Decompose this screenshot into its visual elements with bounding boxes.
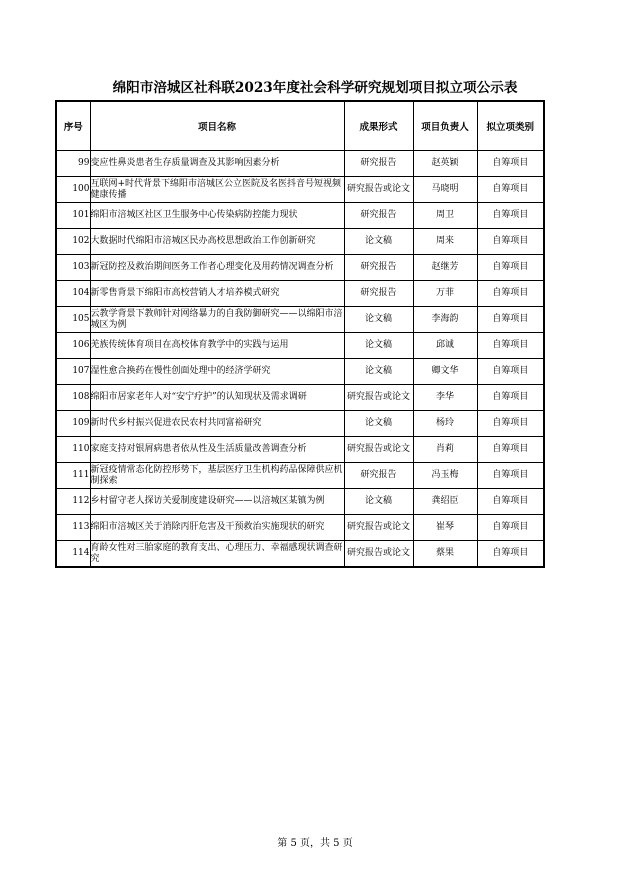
- project-category: 自筹项目: [477, 541, 544, 568]
- row-number: 101: [56, 203, 90, 229]
- output-form: 研究报告或论文: [344, 515, 413, 541]
- project-lead: 赵继芳: [413, 255, 477, 281]
- table-row: [56, 151, 544, 177]
- row-number: 104: [56, 281, 90, 307]
- row-number: 103: [56, 255, 90, 281]
- project-table: [55, 100, 545, 568]
- row-number: 108: [56, 385, 90, 411]
- table-row: [56, 515, 544, 541]
- output-form: 研究报告或论文: [344, 437, 413, 463]
- project-category: 自筹项目: [477, 437, 544, 463]
- project-name: 大数据时代绵阳市涪城区民办高校思想政治工作创新研究: [90, 229, 344, 255]
- row-number: 110: [56, 437, 90, 463]
- table-header-row: [56, 101, 544, 151]
- project-lead: 赵英颖: [413, 151, 477, 177]
- project-name: 家庭支持对银屑病患者依从性及生活质量改善调查分析: [90, 437, 344, 463]
- project-name: 绵阳市居家老年人对“安宁疗护”的认知现状及需求调研: [90, 385, 344, 411]
- project-lead: 李海韵: [413, 307, 477, 333]
- table-row: [56, 489, 544, 515]
- output-form: 研究报告: [344, 463, 413, 489]
- project-category: 自筹项目: [477, 411, 544, 437]
- table-row: [56, 281, 544, 307]
- project-lead: 杨玲: [413, 411, 477, 437]
- project-category: 自筹项目: [477, 151, 544, 177]
- table-row: [56, 541, 544, 568]
- output-form: 研究报告: [344, 151, 413, 177]
- table-row: [56, 385, 544, 411]
- project-category: 自筹项目: [477, 203, 544, 229]
- row-number: 107: [56, 359, 90, 385]
- project-category: 自筹项目: [477, 307, 544, 333]
- project-name: 变应性鼻炎患者生存质量调查及其影响因素分析: [90, 151, 344, 177]
- project-lead: 卿文华: [413, 359, 477, 385]
- table-row: [56, 177, 544, 203]
- output-form: 论文稿: [344, 333, 413, 359]
- row-number: 112: [56, 489, 90, 515]
- table-row: [56, 229, 544, 255]
- project-name: 互联网+时代背景下绵阳市涪城区公立医院及名医抖音号短视频健康传播: [90, 177, 344, 203]
- output-form: 研究报告或论文: [344, 541, 413, 568]
- project-lead: 龚绍臣: [413, 489, 477, 515]
- row-number: 106: [56, 333, 90, 359]
- project-name: 乡村留守老人探访关爱制度建设研究——以涪城区某镇为例: [90, 489, 344, 515]
- project-lead: 马晓明: [413, 177, 477, 203]
- project-lead: 万菲: [413, 281, 477, 307]
- column-header-project-name: 项目名称: [90, 101, 344, 151]
- project-lead: 冯玉梅: [413, 463, 477, 489]
- project-name: 新时代乡村振兴促进农民农村共同富裕研究: [90, 411, 344, 437]
- project-lead: 崔琴: [413, 515, 477, 541]
- project-category: 自筹项目: [477, 515, 544, 541]
- page-footer: 第 5 页，共 5 页: [277, 838, 353, 849]
- table-row: [56, 307, 544, 333]
- column-header-number: 序号: [56, 101, 90, 151]
- project-lead: 蔡果: [413, 541, 477, 568]
- project-name: 湿性愈合换药在慢性创面处理中的经济学研究: [90, 359, 344, 385]
- project-category: 自筹项目: [477, 489, 544, 515]
- output-form: 论文稿: [344, 229, 413, 255]
- row-number: 109: [56, 411, 90, 437]
- project-category: 自筹项目: [477, 333, 544, 359]
- output-form: 论文稿: [344, 489, 413, 515]
- project-category: 自筹项目: [477, 177, 544, 203]
- output-form: 论文稿: [344, 359, 413, 385]
- project-category: 自筹项目: [477, 359, 544, 385]
- project-category: 自筹项目: [477, 463, 544, 489]
- column-header-output-form: 成果形式: [344, 101, 413, 151]
- project-lead: 肖莉: [413, 437, 477, 463]
- table-row: [56, 437, 544, 463]
- table-row: [56, 411, 544, 437]
- output-form: 研究报告或论文: [344, 385, 413, 411]
- table-row: [56, 203, 544, 229]
- row-number: 113: [56, 515, 90, 541]
- project-name: 绵阳市涪城区关于消除丙肝危害及干预救治实施现状的研究: [90, 515, 344, 541]
- output-form: 研究报告或论文: [344, 177, 413, 203]
- row-number: 99: [56, 151, 90, 177]
- project-lead: 李华: [413, 385, 477, 411]
- project-name: 云教学背景下教师针对网络暴力的自我防御研究——以绵阳市涪城区为例: [90, 307, 344, 333]
- project-lead: 邱诚: [413, 333, 477, 359]
- project-lead: 周卫: [413, 203, 477, 229]
- project-name: 育龄女性对三胎家庭的教育支出、心理压力、幸福感现状调查研究: [90, 541, 344, 568]
- row-number: 114: [56, 541, 90, 568]
- table-row: [56, 333, 544, 359]
- output-form: 论文稿: [344, 411, 413, 437]
- project-category: 自筹项目: [477, 385, 544, 411]
- output-form: 研究报告: [344, 203, 413, 229]
- table-row: [56, 359, 544, 385]
- project-name: 新零售背景下绵阳市高校营销人才培养模式研究: [90, 281, 344, 307]
- table-row: [56, 255, 544, 281]
- project-name: 羌族传统体育项目在高校体育教学中的实践与运用: [90, 333, 344, 359]
- project-name: 新冠疫情常态化防控形势下，基层医疗卫生机构药品保障供应机制探索: [90, 463, 344, 489]
- project-name: 绵阳市涪城区社区卫生服务中心传染病防控能力现状: [90, 203, 344, 229]
- row-number: 111: [56, 463, 90, 489]
- row-number: 100: [56, 177, 90, 203]
- page-title: 绵阳市涪城区社科联2023年度社会科学研究规划项目拟立项公示表: [112, 80, 518, 96]
- project-category: 自筹项目: [477, 229, 544, 255]
- column-header-project-lead: 项目负责人: [413, 101, 477, 151]
- column-header-category: 拟立项类别: [477, 101, 544, 151]
- project-lead: 周来: [413, 229, 477, 255]
- row-number: 105: [56, 307, 90, 333]
- output-form: 论文稿: [344, 307, 413, 333]
- project-category: 自筹项目: [477, 255, 544, 281]
- project-name: 新冠防控及救治期间医务工作者心理变化及用药情况调查分析: [90, 255, 344, 281]
- row-number: 102: [56, 229, 90, 255]
- table-row: [56, 463, 544, 489]
- output-form: 研究报告: [344, 255, 413, 281]
- output-form: 研究报告: [344, 281, 413, 307]
- project-category: 自筹项目: [477, 281, 544, 307]
